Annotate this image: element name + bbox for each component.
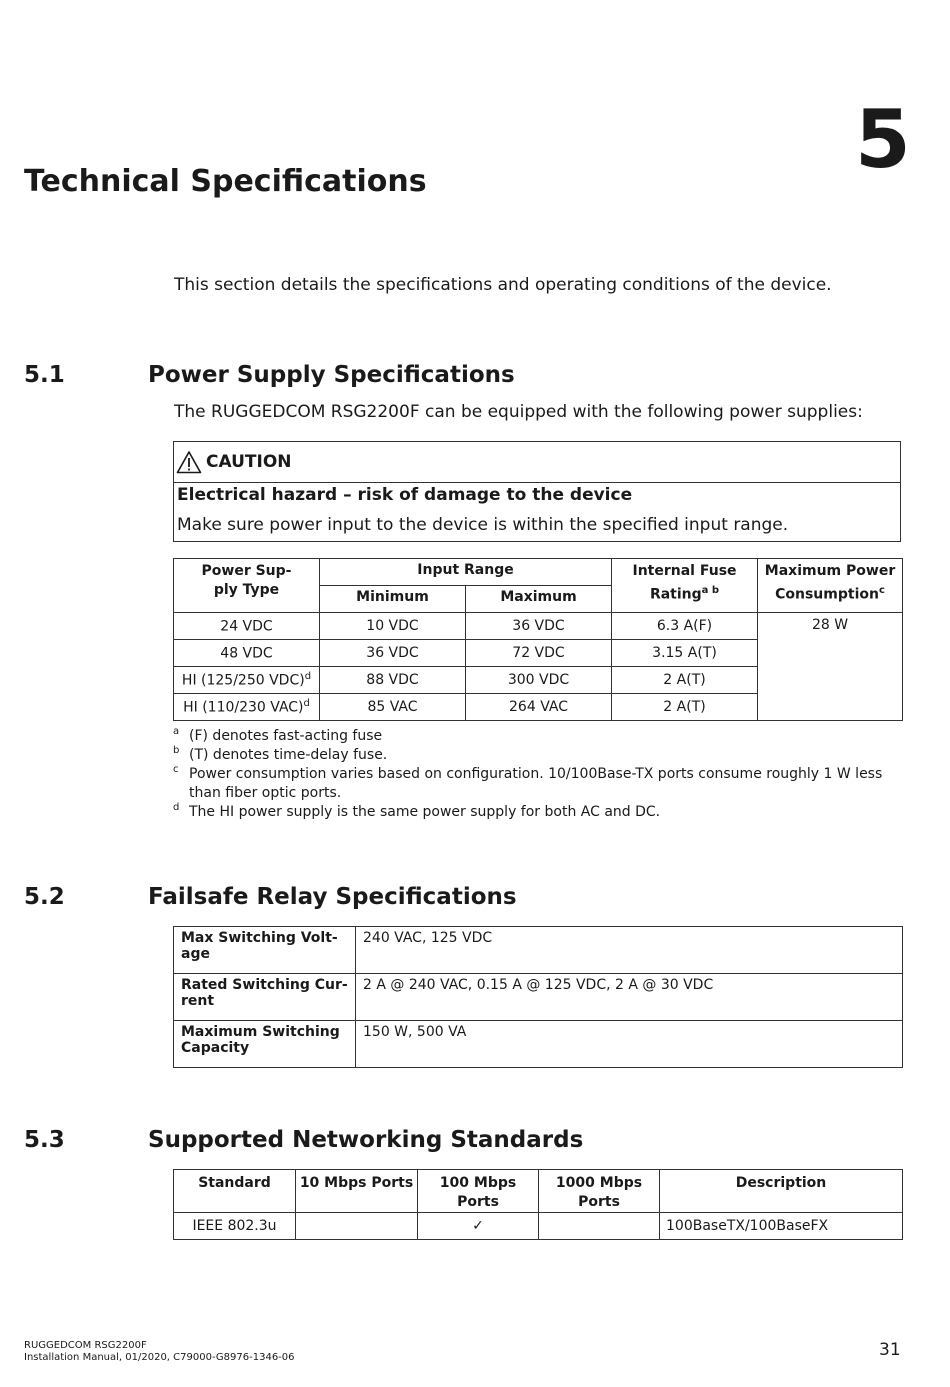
table-row: 24 VDC 10 VDC 36 VDC 6.3 A(F) 28 W (174, 613, 903, 640)
footnote: d The HI power supply is the same power supply for both AC and DC. (173, 802, 661, 820)
header-standard: Standard (174, 1170, 296, 1213)
networking-standards-table (173, 1169, 903, 1240)
footnote: c Power consumption varies based on configuration. 10/100Base-TX ports consume roughly 1 W less than fiber optic ports. (173, 764, 883, 801)
footnotes (173, 727, 903, 822)
section-number: 5.3 (24, 1127, 65, 1153)
header-maximum: Maximum (466, 586, 612, 613)
table-row: HI (110/230 VAC)$^d$ 85 VAC 264 VAC 2 A(T) (174, 694, 903, 721)
checkmark-icon: ✓ (418, 1213, 539, 1240)
section-title: Failsafe Relay Specifications (148, 884, 517, 910)
footnote: a (F) denotes fast-acting fuse (173, 726, 383, 744)
warning-triangle-icon (176, 450, 202, 474)
section-lead: The RUGGEDCOM RSG2200F can be equipped with the following power supplies: (174, 402, 863, 422)
footer-manual-info: Installation Manual, 01/2020, C79000-G8976-1346-06 (24, 1352, 295, 1363)
header-10mbps: 10 Mbps Ports (296, 1170, 418, 1213)
section-title: Supported Networking Standards (148, 1127, 584, 1153)
caution-text: Make sure power input to the device is within the specified input range. (177, 515, 789, 535)
table-row: Rated Switching Cur- rent 2 A @ 240 VAC, 0.15 A @ 125 VDC, 2 A @ 30 VDC (174, 974, 903, 1021)
page-number: 31 (879, 1340, 901, 1360)
footnote: b (T) denotes time-delay fuse. (173, 745, 388, 763)
caution-header (174, 442, 900, 483)
section-number: 5.2 (24, 884, 65, 910)
header-input-range: Input Range (320, 559, 612, 586)
chapter-title: Technical Specifications (24, 164, 427, 199)
header-1000mbps: 1000 Mbps Ports (539, 1170, 660, 1213)
header-100mbps: 100 Mbps Ports (418, 1170, 539, 1213)
max-power-value: 28 W (758, 613, 903, 721)
table-row: Maximum Switching Capacity 150 W, 500 VA (174, 1021, 903, 1068)
caution-heading: CAUTION (206, 452, 292, 472)
section-title: Power Supply Specifications (148, 362, 515, 388)
header-max-power: Maximum Power Consumption$^c$ (758, 559, 903, 613)
chapter-number: 5 (855, 93, 911, 186)
header-minimum: Minimum (320, 586, 466, 613)
caution-box (173, 441, 901, 542)
table-row: Max Switching Volt- age 240 VAC, 125 VDC (174, 927, 903, 974)
table-row: IEEE 802.3u ✓ 100BaseTX/100BaseFX (174, 1213, 903, 1240)
header-description: Description (660, 1170, 903, 1213)
table-row: HI (125/250 VDC)$^d$ 88 VDC 300 VDC 2 A(T) (174, 667, 903, 694)
intro-paragraph: This section details the specifications and operating conditions of the device. (174, 275, 832, 295)
header-internal-fuse-rating: Internal Fuse Rating$^{a b}$ (612, 559, 758, 613)
table-row: 48 VDC 36 VDC 72 VDC 3.15 A(T) (174, 640, 903, 667)
header-power-supply-type: Power Sup- ply Type (174, 559, 320, 613)
footer (24, 1340, 295, 1364)
footer-product: RUGGEDCOM RSG2200F (24, 1340, 147, 1351)
relay-spec-table (173, 926, 903, 1068)
caution-subheading: Electrical hazard – risk of damage to the device (177, 485, 633, 505)
section-number: 5.1 (24, 362, 65, 388)
power-supply-table (173, 558, 903, 721)
